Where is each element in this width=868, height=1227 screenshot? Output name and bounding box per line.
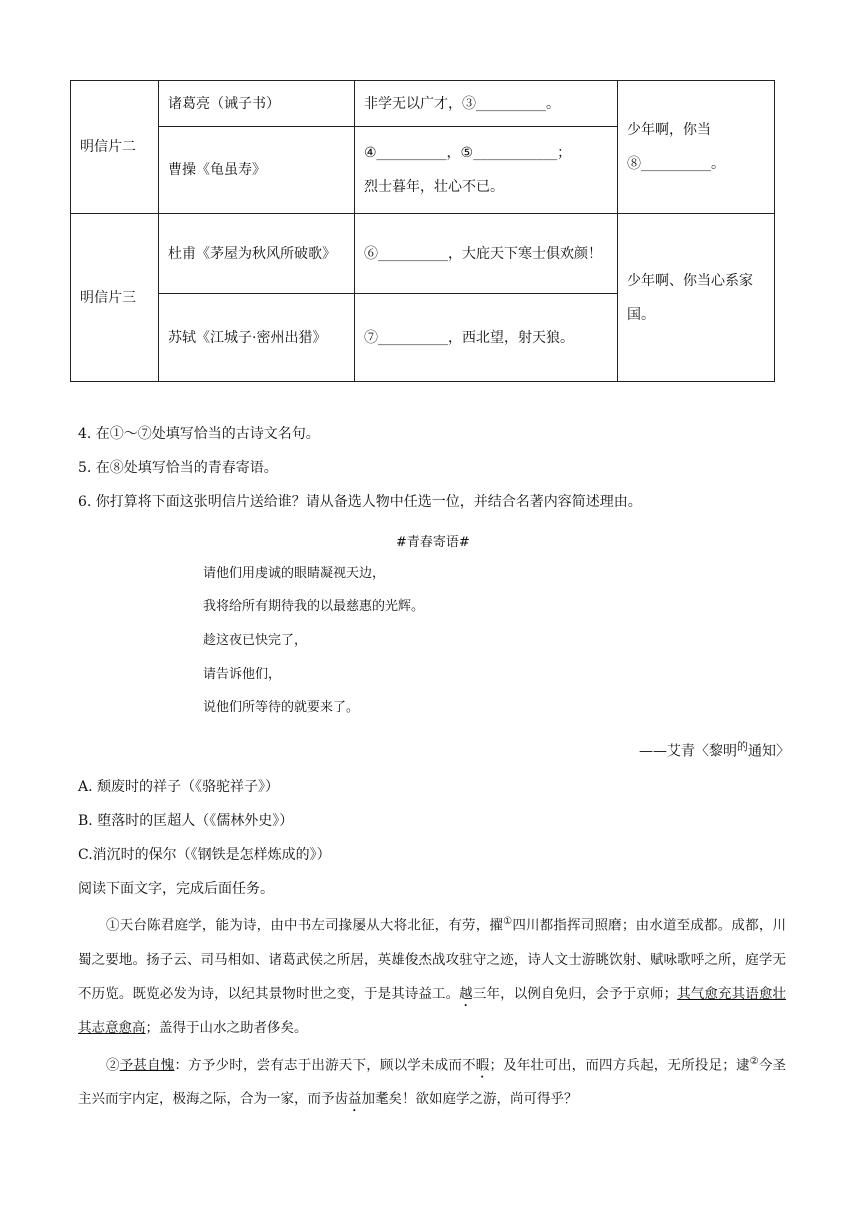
card2-quote-1: 非学无以广才，③__________。 xyxy=(355,81,618,127)
poem-title: #青春寄语# xyxy=(396,535,470,550)
emphasized-char-xia: 暇 xyxy=(475,1057,490,1073)
footnote-mark-1: ① xyxy=(503,916,513,927)
option-a: A. 颓废时的祥子（《骆驼祥子》） xyxy=(78,779,280,795)
passage-paragraph-2 xyxy=(78,1045,786,1117)
option-b: B. 堕落时的匡超人（《儒林外史》） xyxy=(78,813,294,829)
credit-sup: 的 xyxy=(737,740,748,753)
question-4: 4. 在①～⑦处填写恰当的古诗文名句。 xyxy=(78,426,320,442)
footnote-mark-2: ② xyxy=(749,1055,759,1067)
card3-quote-2: ⑦__________，西北望，射天狼。 xyxy=(355,294,618,382)
question-5: 5. 在⑧处填写恰当的青春寄语。 xyxy=(78,460,278,476)
card3-author-2: 苏轼《江城子·密州出猎》 xyxy=(159,294,355,382)
postcard-table xyxy=(70,80,775,382)
card2-label: 明信片二 xyxy=(71,81,159,214)
poem-line: 趁这夜已快完了， xyxy=(203,633,308,648)
p2-text-f: 今圣主兴而宇内定，极海之际，合为一家，而予齿 xyxy=(78,1057,787,1107)
card2-quote-2 xyxy=(355,127,618,214)
question-6: 6. 你打算将下面这张明信片送给谁？请从备选人物中任选一位，并结合名著内容简述理由。 xyxy=(78,494,642,510)
emphasized-char-yue: 越 xyxy=(459,985,473,1002)
card2-quote-2-line1: ④__________，⑤____________； xyxy=(364,145,572,161)
card3-label: 明信片三 xyxy=(71,214,159,382)
p1-text-b: 四川都指挥司照磨；由水道至成都。成都，川蜀之要地。扬子云、司马相如、诸葛武侯之所居，英雄俊杰战攻驻守之迹，诗人文士游眺饮射、赋咏歌呼之所，庭学无不历览。既览必发为诗，以纪其景物时世之变，于是其诗益工。 xyxy=(78,917,787,1002)
p1-text-f: ；盖得于山水之助者侈矣。 xyxy=(145,1019,308,1036)
p2-text-c: ：方予少时，尝有志于出游天下，顾以学未成而不 xyxy=(174,1057,476,1073)
poem-line: 我将给所有期待我的以最慈惠的光辉。 xyxy=(203,599,425,614)
underlined-phrase: 予甚自愧 xyxy=(119,1057,175,1073)
poem-line: 说他们所等待的就要来了。 xyxy=(203,700,360,715)
credit-suffix: 通知〉 xyxy=(748,743,790,760)
card2-message: 少年啊，你当⑧__________。 xyxy=(618,81,775,214)
classical-passage xyxy=(78,905,786,1116)
p2-number: ② xyxy=(106,1057,120,1073)
card2-author-1: 诸葛亮（诫子书） xyxy=(159,81,355,127)
option-c: C.消沉时的保尔（《钢铁是怎样炼成的》） xyxy=(78,847,331,863)
credit-prefix: ——艾青〈黎明 xyxy=(639,743,737,760)
card3-author-1: 杜甫《茅屋为秋风所破歌》 xyxy=(159,214,355,294)
poem-credit xyxy=(639,738,790,761)
underlined-sentence: 其气愈充其语愈壮其志意愈高 xyxy=(78,985,787,1036)
p1-text-a: ①天台陈君庭学，能为诗，由中书左司掾屡从大将北征，有劳，擢 xyxy=(106,917,504,934)
card2-quote-2-line2: 烈士暮年，壮心不已。 xyxy=(364,179,504,195)
card3-message: 少年啊、你当心系家国。 xyxy=(618,214,775,382)
poem-line: 请告诉他们， xyxy=(203,667,282,682)
emphasized-char-yi: 益 xyxy=(348,1091,362,1107)
passage-paragraph-1 xyxy=(78,905,786,1045)
reading-intro: 阅读下面文字，完成后面任务。 xyxy=(78,881,274,897)
p1-text-d: 三年，以例自免归，会予于京师； xyxy=(472,985,678,1002)
card2-author-2: 曹操《龟虽寿》 xyxy=(159,127,355,214)
p2-text-h: 加耄矣！欲如庭学之游，尚可得乎？ xyxy=(361,1091,578,1107)
card3-quote-1: ⑥__________，大庇天下寒士俱欢颜！ xyxy=(355,214,618,294)
p2-text-e: ；及年壮可出，而四方兵起，无所投足；逮 xyxy=(489,1057,750,1073)
poem-line: 请他们用虔诚的眼睛凝视天边， xyxy=(203,566,386,581)
